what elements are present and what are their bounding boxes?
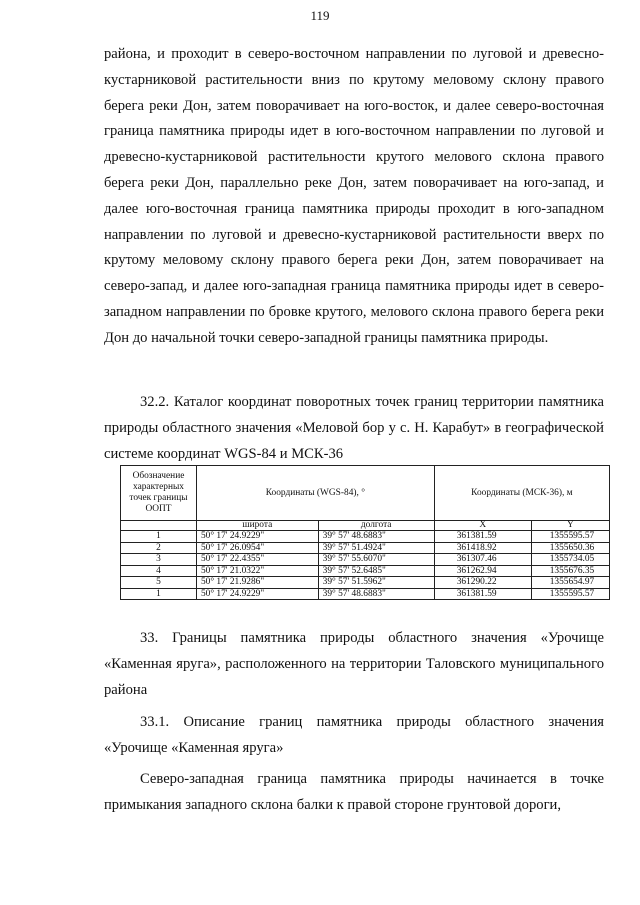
header-point-blank <box>121 521 197 531</box>
cell-y: 1355650.36 <box>531 542 609 554</box>
cell-latitude: 50° 17' 21.0322" <box>196 565 318 577</box>
table-row <box>121 577 610 589</box>
cell-x: 361262.94 <box>434 565 531 577</box>
cell-y: 1355595.57 <box>531 588 609 600</box>
header-y: Y <box>531 521 609 531</box>
cell-latitude: 50° 17' 21.9286" <box>196 577 318 589</box>
cell-longitude: 39° 57' 52.6485" <box>318 565 434 577</box>
table-row <box>121 565 610 577</box>
cell-point: 5 <box>121 577 197 589</box>
section-33-1-heading: 33.1. Описание границ памятника природы областного значения «Урочище «Каменная яруга» <box>104 714 604 756</box>
cell-point: 1 <box>121 531 197 543</box>
cell-longitude: 39° 57' 51.5962" <box>318 577 434 589</box>
page-number: 119 <box>310 8 330 23</box>
header-longitude: долгота <box>318 521 434 531</box>
cell-longitude: 39° 57' 51.4924" <box>318 542 434 554</box>
paragraph-boundary-description: района, и проходит в северо-восточном направлении по луговой и древесно-кустарниковой растительности вниз по крутому меловому склону правого берега реки Дон, затем поворачивает на юго-восток, и далее северо-восточная граница памятника природы идет в юго-восточном направлении по луговой и древесно-кустарниковой растительности крутого мелового склона правого берега реки Дон, параллельно реке Дон, затем поворачивает на юго-запад, и далее юго-восточная граница памятника природы проходит в юго-западном направлении по луговой и древесно-кустарниковой растительности вверх по крутому меловому склону правого берега реки Дон, затем поворачивает на северо-запад, и далее юго-западная граница памятника природы идет в северо-западном направлении по бровке крутого, мелового склона правого берега реки Дон до начальной точки северо-западной границы памятника природы. <box>104 46 604 346</box>
table-row <box>121 554 610 566</box>
cell-x: 361418.92 <box>434 542 531 554</box>
table-row <box>121 531 610 543</box>
header-latitude: широта <box>196 521 318 531</box>
cell-point: 1 <box>121 588 197 600</box>
header-wgs84: Координаты (WGS-84), ° <box>196 466 434 521</box>
header-point: Обозначение характерных точек границы ООПТ <box>121 466 197 521</box>
cell-point: 4 <box>121 565 197 577</box>
header-msk36: Координаты (МСК-36), м <box>434 466 609 521</box>
cell-x: 361307.46 <box>434 554 531 566</box>
cell-y: 1355676.35 <box>531 565 609 577</box>
cell-latitude: 50° 17' 24.9229" <box>196 531 318 543</box>
cell-longitude: 39° 57' 55.6070" <box>318 554 434 566</box>
section-33-heading: 33. Границы памятника природы областного значения «Урочище «Каменная яруга», расположенного на территории Таловского муниципального района <box>104 630 604 698</box>
cell-y: 1355595.57 <box>531 531 609 543</box>
cell-x: 361381.59 <box>434 588 531 600</box>
table-row <box>121 542 610 554</box>
coordinates-table <box>120 465 610 600</box>
cell-longitude: 39° 57' 48.6883" <box>318 588 434 600</box>
cell-x: 361290.22 <box>434 577 531 589</box>
table-row <box>121 588 610 600</box>
cell-x: 361381.59 <box>434 531 531 543</box>
cell-latitude: 50° 17' 22.4355" <box>196 554 318 566</box>
paragraph-catalog-heading: 32.2. Каталог координат поворотных точек границ территории памятника природы областного значения «Меловой бор у с. Н. Карабут» в географической системе координат WGS-84 и МСК-36 <box>104 394 604 462</box>
cell-longitude: 39° 57' 48.6883" <box>318 531 434 543</box>
cell-point: 2 <box>121 542 197 554</box>
cell-latitude: 50° 17' 26.0954" <box>196 542 318 554</box>
section-33-1-text: Северо-западная граница памятника природы начинается в точке примыкания западного склона балки к правой стороне грунтовой дороги, <box>104 771 604 813</box>
cell-point: 3 <box>121 554 197 566</box>
cell-y: 1355654.97 <box>531 577 609 589</box>
header-x: X <box>434 521 531 531</box>
cell-latitude: 50° 17' 24.9229" <box>196 588 318 600</box>
cell-y: 1355734.05 <box>531 554 609 566</box>
